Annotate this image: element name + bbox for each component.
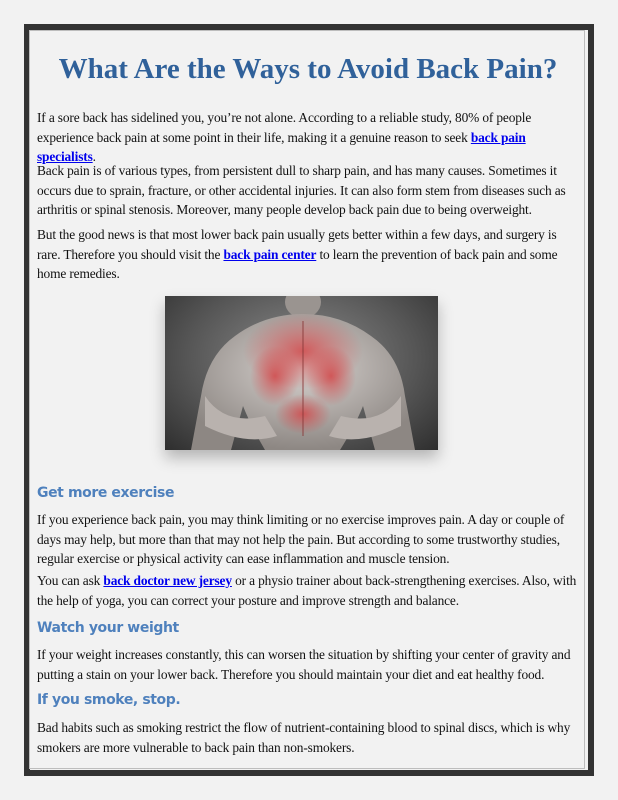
- weight-paragraph: If your weight increases constantly, this can worsen the situation by shifting your center of gravity and putting a stain on your lower back. Therefore you should maintain your diet and eat healthy food.: [37, 647, 571, 682]
- text: You can ask: [37, 573, 104, 588]
- heading-watch-your-weight: Watch your weight: [37, 620, 179, 636]
- back-pain-specialists-link[interactable]: back pain specialists: [37, 129, 526, 165]
- back-pain-image: [165, 296, 438, 450]
- text: or a physio trainer about back-strengthening exercises. Also, with the help of yoga, you can correct your posture and improve strength and balance.: [37, 573, 577, 608]
- exercise-paragraph-2: [37, 571, 582, 610]
- intro-paragraph-1: [37, 108, 582, 167]
- intro-paragraph-3: [37, 225, 582, 284]
- exercise-paragraph-1: If you experience back pain, you may think limiting or no exercise improves pain. A day or couple of days may help, but more than that may not help the pain. But according to some trustworthy studies, regular exercise or physical activity can ease inflammation and muscle tension.: [37, 512, 565, 567]
- back-muscles-illustration: [165, 296, 438, 450]
- heading-if-you-smoke-stop: If you smoke, stop.: [37, 692, 181, 708]
- text: .: [92, 149, 96, 165]
- text: If a sore back has sidelined you, you’re not alone. According to a reliable study, 80% of people experience back pain at some point in their life, making it a genuine reason to seek: [37, 110, 532, 145]
- back-pain-center-link[interactable]: back pain center: [223, 246, 317, 262]
- text: to learn the prevention of back pain and some home remedies.: [37, 246, 558, 282]
- intro-paragraph-2: Back pain is of various types, from persistent dull to sharp pain, and has many causes. Sometimes it occurs due to sprain, fracture, or other accidental injuries. It can also form stem from diseases such as arthritis or spinal stenosis. Moreover, many people develop back pain due to being overweight.: [37, 163, 566, 218]
- page-title: What Are the Ways to Avoid Back Pain?: [58, 53, 558, 85]
- smoking-paragraph: Bad habits such as smoking restrict the flow of nutrient-containing blood to spinal discs, which is why smokers are more vulnerable to back pain than non-smokers.: [37, 720, 571, 755]
- text: But the good news is that most lower back pain usually gets better within a few days, and surgery is rare. Therefore you should visit the: [37, 227, 557, 262]
- back-doctor-new-jersey-link[interactable]: back doctor new jersey: [103, 573, 232, 588]
- heading-get-more-exercise: Get more exercise: [37, 485, 175, 501]
